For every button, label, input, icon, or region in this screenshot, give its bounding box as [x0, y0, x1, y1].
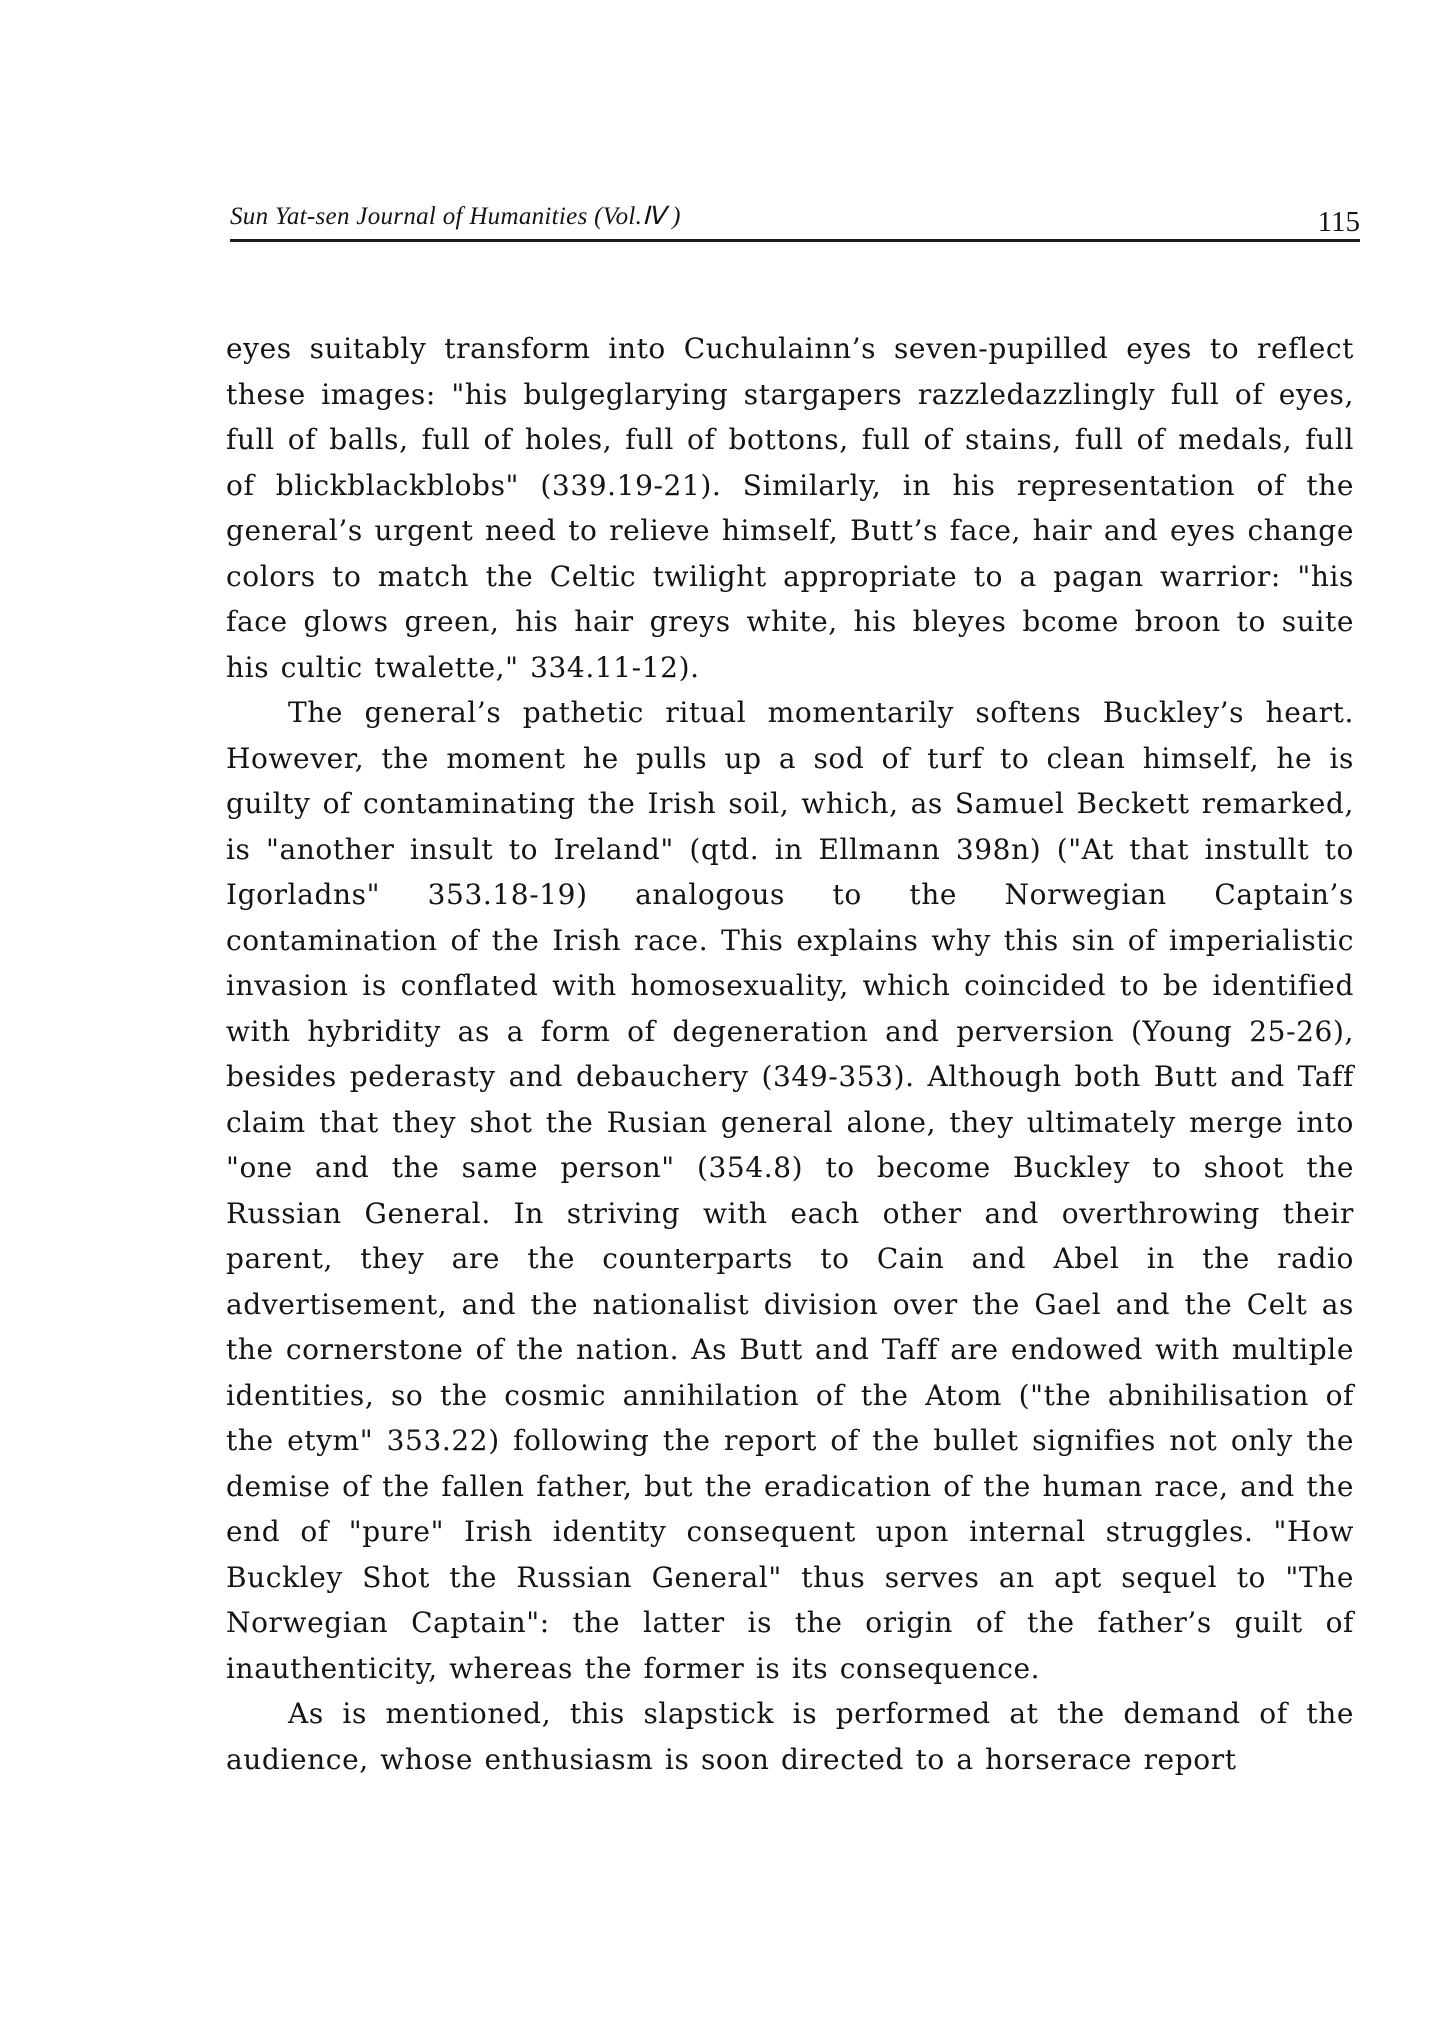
paragraph-1: eyes suitably transform into Cuchulainn’s seven-pupilled eyes to reflect these images: "his bulgeglarying stargapers razzledazzlingly full of eyes, full of balls, full of holes, full of bottons, full of stains, full of medals, full of blickblackblobs" (339.19-21). Similarly, in his representation of the general’s urgent need to relieve himself, Butt’s face, hair and eyes change colors to match the Celtic twilight appropriate to a pagan warrior: "his face glows green, his hair greys white, his bleyes bcome broon to suite his cultic twalette," 334.11-12). [226, 332, 1354, 684]
page-number: 115 [1317, 206, 1360, 238]
paragraph-3: As is mentioned, this slapstick is performed at the demand of the audience, whose enthusiasm is soon directed to a horserace report [226, 1697, 1354, 1776]
paragraph-2: The general’s pathetic ritual momentarily softens Buckley’s heart. However, the moment he pulls up a sod of turf to clean himself, he is guilty of contaminating the Irish soil, which, as Samuel Beckett remarked, is "another insult to Ireland" (qtd. in Ellmann 398n) ("At that instullt to Igorladns" 353.18-19) analogous to the Norwegian Captain’s contamination of the Irish race. This explains why this sin of imperialistic invasion is conflated with homosexuality, which coincided to be identified with hybridity as a form of degeneration and perversion (Young 25-26), besides pederasty and debauchery (349-353). Although both Butt and Taff claim that they shot the Rusian general alone, they ultimately merge into "one and the same person" (354.8) to become Buckley to shoot the Russian General. In striving with each other and overthrowing their parent, they are the counterparts to Cain and Abel in the radio advertisement, and the nationalist division over the Gael and the Celt as the cornerstone of the nation. As Butt and Taff are endowed with multiple identities, so the cosmic annihilation of the Atom ("the abnihilisation of the etym" 353.22) following the report of the bullet signifies not only the demise of the fallen father, but the eradication of the human race, and the end of "pure" Irish identity consequent upon internal struggles. "How Buckley Shot the Russian General" thus serves an apt sequel to "The Norwegian Captain": the latter is the origin of the father’s guilt of inauthenticity, whereas the former is its consequence. [226, 696, 1354, 1685]
journal-title: Sun Yat-sen Journal of Humanities (Vol.Ⅳ ) [230, 203, 681, 230]
body-text [226, 326, 1354, 1782]
running-header [230, 193, 1360, 242]
